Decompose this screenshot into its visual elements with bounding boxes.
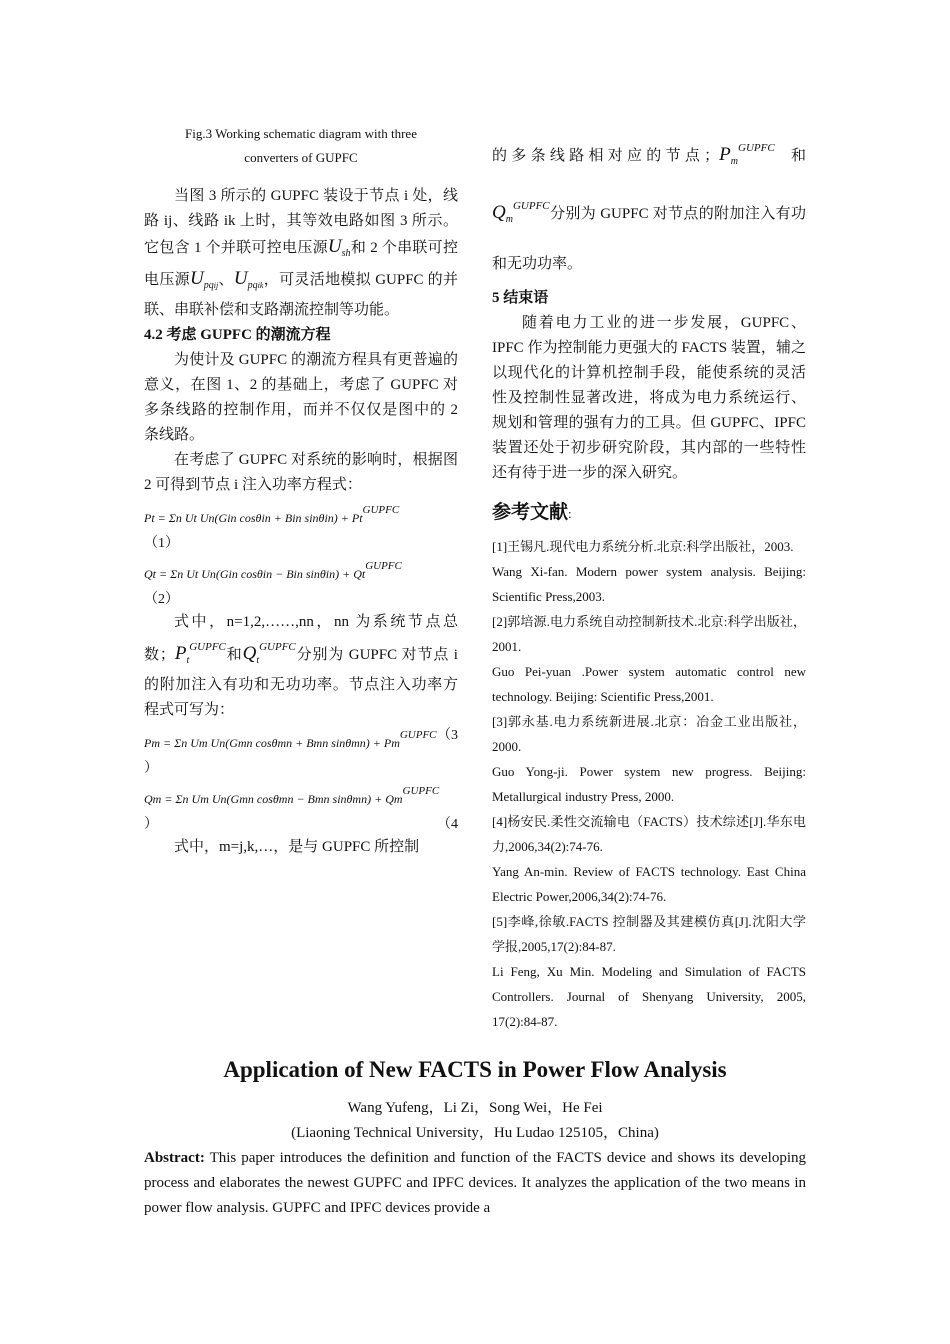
right-column xyxy=(492,126,806,1034)
abstract-text: This paper introduces the definition and function of the FACTS device and shows its developing process and elaborates the newest GUPFC and IPFC devices. It analyzes the application of the two means in power flow analysis. GUPFC and IPFC devices provide a xyxy=(144,1150,806,1216)
equation-1-number: （1） xyxy=(144,536,179,551)
english-abstract-block xyxy=(144,1052,806,1221)
para4-text-b: 分别为 GUPFC 对节点 i 的附加注入有功和无功功率。节点注入功率方程式可写为： xyxy=(144,647,458,718)
voltage-ush: $U_{sh}$ xyxy=(327,236,351,259)
references-heading: 参考文献: xyxy=(492,502,572,523)
var-Qt-gupfc: $Q_t^{GUPFC}$ xyxy=(242,641,296,666)
para1-sep: 、 xyxy=(218,272,234,288)
equation-1-body: Pt = Σn Ut Un(Gin cosθin + Bin sinθin) + Pt xyxy=(144,511,363,525)
equation-3-number-close: ） xyxy=(144,761,158,776)
reference-item: Yang An-min. Review of FACTS technology. East China Electric Power,2006,34(2):74-76. xyxy=(492,864,806,904)
english-affiliation: (Liaoning Technical University，Hu Ludao 125105，China) xyxy=(291,1125,659,1141)
caption-line-1: Fig.3 Working schematic diagram with three xyxy=(185,126,417,141)
var-Pm-gupfc: $P_m^{GUPFC}$ xyxy=(719,142,775,167)
para1-text-c: ，可灵活地模拟 GUPFC 的并联、串联补偿和支路潮流控制等功能。 xyxy=(144,272,458,318)
section-4-2-heading: 4.2 考虑 GUPFC 的潮流方程 xyxy=(144,327,331,343)
reference-item: Li Feng, Xu Min. Modeling and Simulation of FACTS Controllers. Journal of Shenyang University, 2005, 17(2):84-87. xyxy=(492,964,806,1029)
paragraph-gupfc-circuit xyxy=(144,184,458,323)
paragraph-continuation xyxy=(492,126,806,286)
reference-item: [5]李峰,徐敏.FACTS 控制器及其建模仿真[J].沈阳大学学报,2005,17(2):84-87. xyxy=(492,914,806,954)
paragraph-conclusion: 随着电力工业的进一步发展，GUPFC、IPFC 作为控制能力更强大的 FACTS 装置，辅之以现代化的计算机控制手段，能使系统的灵活性及控制性显著改进，将成为电力系统运行、规划和管理的强有力的工具。但 GUPFC、IPFC 装置还处于初步研究阶段，其内部的一些特性还有待于进一步的深入研究。 xyxy=(492,315,806,481)
reference-item: [3]郭永基.电力系统新进展.北京：冶金工业出版社，2000. xyxy=(492,714,806,754)
equation-4-body: Qm = Σn Um Un(Gmn cosθmn − Bmn sinθmn) + Qm xyxy=(144,792,403,806)
var-Pt-gupfc: $P_t^{GUPFC}$ xyxy=(174,641,226,666)
english-abstract xyxy=(144,1146,806,1221)
cont-text-b: 分别为 GUPFC 对节点的附加注入有功和无功功率。 xyxy=(492,206,806,272)
abstract-label: Abstract: xyxy=(144,1150,205,1166)
para1-text-a: 当图 3 所示的 GUPFC 装设于节点 i 处，线路 ij、线路 ik 上时，其等效电路如图 3 所示。它包含 1 个并联可控电压源 xyxy=(144,188,458,256)
reference-item: Guo Yong-ji. Power system new progress. Beijing: Metallurgical industry Press, 2000. xyxy=(492,764,806,804)
paragraph-power-flow-intro: 为使计及 GUPFC 的潮流方程具有更普遍的意义，在图 1、2 的基础上，考虑了 GUPFC 对多条线路的控制作用，而并不仅仅是图中的 2 条线路。 xyxy=(144,352,458,443)
equation-2-number: （2） xyxy=(144,592,179,607)
equation-1 xyxy=(144,498,458,551)
english-authors: Wang Yufeng，Li Zi，Song Wei，He Fei xyxy=(347,1100,603,1116)
equation-4-number: （4 xyxy=(437,817,458,832)
english-title: Application of New FACTS in Power Flow Analysis xyxy=(223,1057,727,1082)
reference-item: [4]杨安民.柔性交流输电（FACTS）技术综述[J].华东电力,2006,34(2):74-76. xyxy=(492,814,806,854)
equation-1-superscript: GUPFC xyxy=(362,504,400,516)
section-5-heading: 5 结束语 xyxy=(492,290,549,306)
equation-3-body: Pm = Σn Um Un(Gmn cosθmn + Bmn sinθmn) + Pm xyxy=(144,736,400,750)
var-Qm-gupfc: $Q_m^{GUPFC}$ xyxy=(492,200,550,225)
figure-caption xyxy=(144,122,458,170)
equation-3-number: （3 xyxy=(437,728,458,743)
references-list xyxy=(492,534,806,1034)
para4-and: 和 xyxy=(225,647,243,663)
equation-2-superscript: GUPFC xyxy=(365,560,402,572)
equation-4-superscript: GUPFC xyxy=(402,785,440,797)
equation-3-superscript: GUPFC xyxy=(399,729,437,741)
equation-2 xyxy=(144,554,458,607)
equation-3 xyxy=(144,723,458,776)
voltage-upq-ij: $U_{pqij}$ xyxy=(190,268,219,291)
equation-2-body: Qt = Σn Ut Un(Gin cosθin − Bin sinθin) + Qt xyxy=(144,567,366,581)
cont-and: 和 xyxy=(786,148,806,164)
equation-4 xyxy=(144,779,458,832)
left-column xyxy=(144,122,458,860)
para4-text-a: 式中，n=1,2,……,nn，nn 为系统节点总数； xyxy=(144,614,458,663)
voltage-upq-ik: $U_{pqik}$ xyxy=(233,268,264,291)
equation-4-number-close: ） xyxy=(144,817,158,832)
reference-item: Guo Pei-yuan .Power system automatic control new technology. Beijing: Scientific Press,2001. xyxy=(492,664,806,704)
caption-line-2: converters of GUPFC xyxy=(244,150,358,165)
paragraph-m-definition: 式中，m=j,k,…，是与 GUPFC 所控制 xyxy=(174,839,420,855)
reference-item: Wang Xi-fan. Modern power system analysis. Beijing: Scientific Press,2003. xyxy=(492,564,806,604)
cont-text-a: 的多条线路相对应的节点； xyxy=(492,148,720,164)
paragraph-injection-equations: 在考虑了 GUPFC 对系统的影响时，根据图 2 可得到节点 i 注入功率方程式： xyxy=(144,452,458,493)
paragraph-variable-definitions xyxy=(144,610,458,723)
para1-text-b: 和 2 个串联可控电压源 xyxy=(144,240,458,288)
reference-item: [2]郭培源.电力系统自动控制新技术.北京:科学出版社，2001. xyxy=(492,614,806,654)
reference-item: [1]王锡凡.现代电力系统分析.北京:科学出版社，2003. xyxy=(492,539,794,554)
